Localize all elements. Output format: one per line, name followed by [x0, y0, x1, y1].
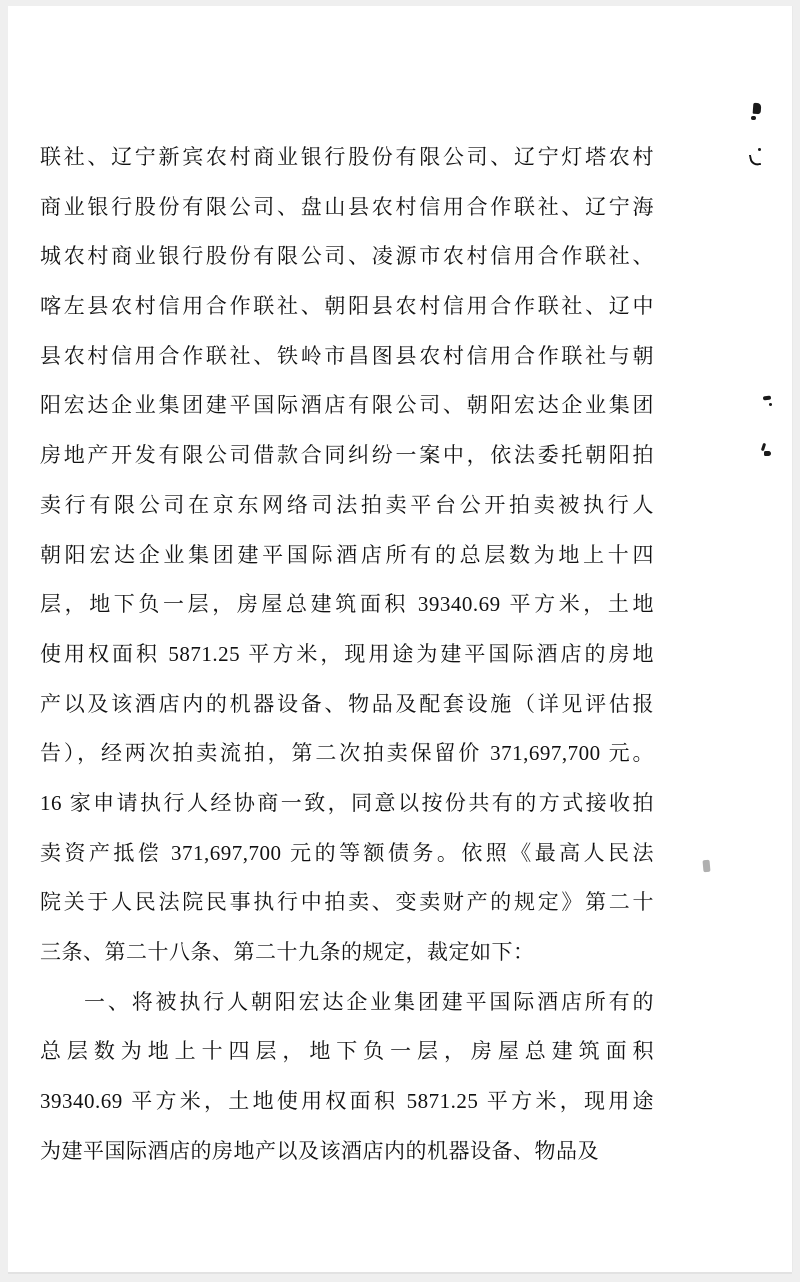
- text-line: 县农村信用合作联社、铁岭市昌图县农村信用合作联社与朝: [40, 343, 654, 368]
- text-line: 39340.69 平方米，土地使用权面积 5871.25 平方米，现用途: [40, 1089, 654, 1114]
- text-line: 告），经两次拍卖流拍，第二次拍卖保留价 371,697,700 元。: [40, 741, 654, 766]
- text-line: 卖行有限公司在京东网络司法拍卖平台公开拍卖被执行人: [40, 492, 654, 517]
- ink-speck: [702, 860, 710, 873]
- document-text-block: [40, 133, 654, 1176]
- text-line: 城农村商业银行股份有限公司、凌源市农村信用合作联社、: [40, 244, 654, 269]
- text-line: 层，地下负一层，房屋总建筑面积 39340.69 平方米，土地: [40, 592, 654, 617]
- ink-speck: [764, 451, 771, 456]
- text-line: 朝阳宏达企业集团建平国际酒店所有的总层数为地上十四: [40, 542, 654, 567]
- text-line: 总层数为地上十四层，地下负一层，房屋总建筑面积: [40, 1039, 654, 1064]
- ink-speck: [761, 443, 766, 452]
- text-line: 房地产开发有限公司借款合同纠纷一案中，依法委托朝阳拍: [40, 443, 654, 468]
- text-line: 联社、辽宁新宾农村商业银行股份有限公司、辽宁灯塔农村: [40, 145, 654, 169]
- text-line: 喀左县农村信用合作联社、朝阳县农村信用合作联社、辽中: [40, 294, 654, 319]
- text-line: 商业银行股份有限公司、盘山县农村信用合作联社、辽宁海: [40, 194, 654, 219]
- text-line-ruling-item-1: 一、将被执行人朝阳宏达企业集团建平国际酒店所有的: [84, 989, 654, 1014]
- text-line: 使用权面积 5871.25 平方米，现用途为建平国际酒店的房地: [40, 641, 654, 666]
- ink-speck: [753, 103, 762, 115]
- text-line: 卖资产抵偿 371,697,700 元的等额债务。依照《最高人民法: [40, 840, 654, 865]
- ink-speck: [749, 153, 761, 167]
- text-line: 院关于人民法院民事执行中拍卖、变卖财产的规定》第二十: [40, 890, 654, 915]
- ink-speck: [769, 403, 772, 406]
- ink-speck: [763, 395, 771, 400]
- document-page: [8, 6, 792, 1272]
- text-line: 三条、第二十八条、第二十九条的规定，裁定如下：: [40, 940, 535, 964]
- text-line: 16 家申请执行人经协商一致，同意以按份共有的方式接收拍: [40, 790, 654, 815]
- text-line: 阳宏达企业集团建平国际酒店有限公司、朝阳宏达企业集团: [40, 393, 654, 418]
- text-line: 为建平国际酒店的房地产以及该酒店内的机器设备、物品及: [40, 1138, 599, 1163]
- ink-speck: [751, 116, 756, 120]
- text-line: 产以及该酒店内的机器设备、物品及配套设施（详见评估报: [40, 691, 654, 716]
- ink-speck: [758, 148, 761, 151]
